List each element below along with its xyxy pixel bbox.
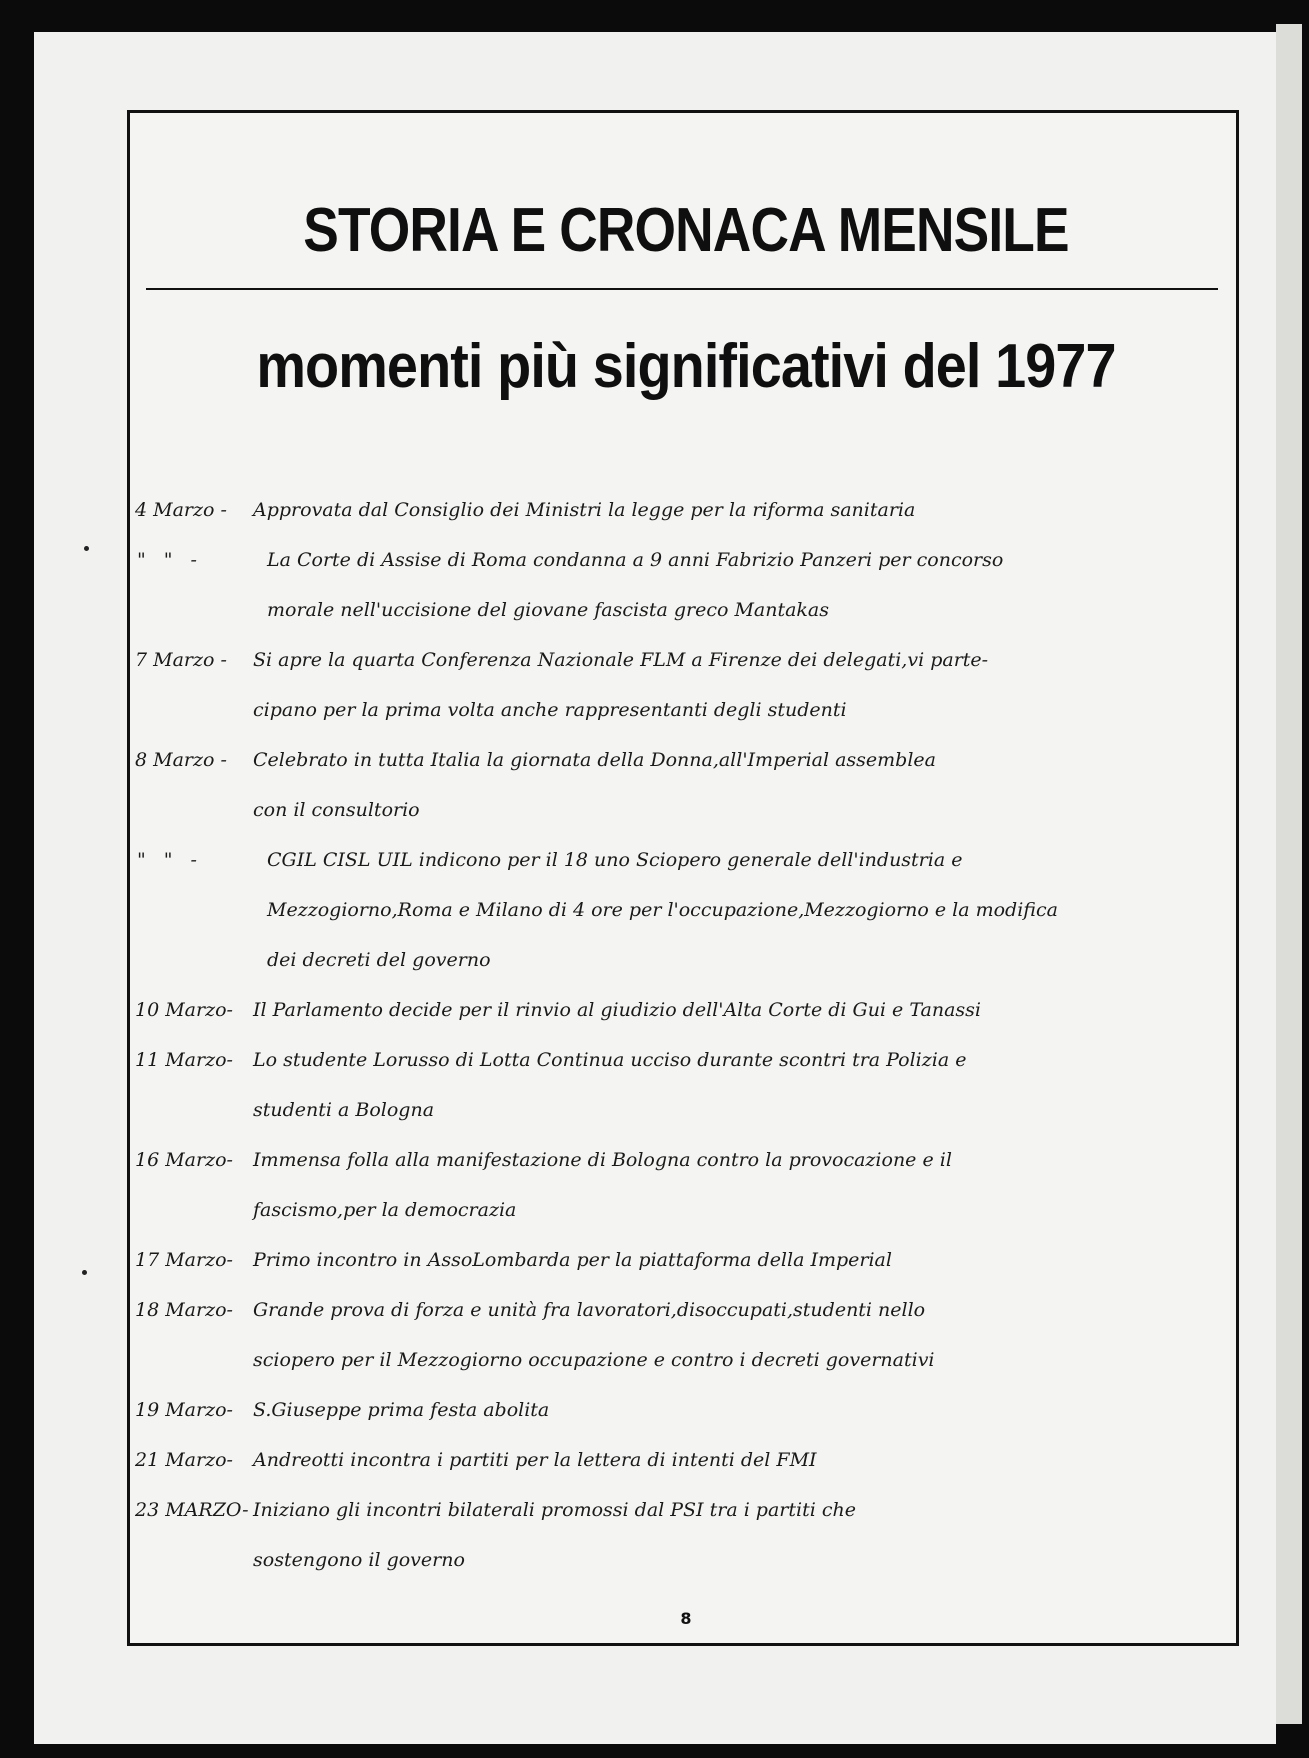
chronology-entry	[135, 735, 1235, 835]
page-number: 8	[680, 1609, 692, 1628]
entry-text-continuation: sciopero per il Mezzogiorno occupazione e contro i decreti governativi	[253, 1349, 935, 1371]
entry-date: 17 Marzo-	[135, 1249, 233, 1271]
entry-date: 11 Marzo-	[135, 1049, 233, 1071]
next-page-edge	[1276, 24, 1302, 1724]
entry-line	[135, 835, 1235, 885]
page-title: STORIA E CRONACA MENSILE	[303, 196, 1069, 265]
document-frame	[127, 110, 1239, 1646]
entry-date: 21 Marzo-	[135, 1449, 233, 1471]
chronology-entry	[135, 1235, 1235, 1285]
entry-date: 10 Marzo-	[135, 999, 233, 1021]
chronology-entry	[135, 985, 1235, 1035]
entry-text: Lo studente Lorusso di Lotta Continua ucciso durante scontri tra Polizia e	[253, 1049, 967, 1071]
title-divider	[146, 288, 1218, 290]
entry-line	[135, 1435, 1235, 1485]
entry-text: La Corte di Assise di Roma condanna a 9 anni Fabrizio Panzeri per concorso	[267, 549, 1004, 571]
entry-date: 16 Marzo-	[135, 1149, 233, 1171]
entry-line	[135, 1485, 1235, 1535]
entry-text: Si apre la quarta Conferenza Nazionale FLM a Firenze dei delegati,vi parte-	[253, 649, 989, 671]
chronology-list	[135, 485, 1235, 1585]
entry-date: 18 Marzo-	[135, 1299, 233, 1321]
entry-text-continuation: cipano per la prima volta anche rappresentanti degli studenti	[253, 699, 847, 721]
entry-line	[135, 1235, 1235, 1285]
chronology-entry	[135, 1385, 1235, 1435]
entry-date: " " -	[137, 849, 203, 871]
entry-text-continuation: con il consultorio	[253, 799, 420, 821]
entry-text: Primo incontro in AssoLombarda per la piattaforma della Imperial	[253, 1249, 892, 1271]
entry-line	[135, 1035, 1235, 1085]
entry-line	[135, 985, 1235, 1035]
entry-date: " " -	[137, 549, 203, 571]
entry-line	[135, 535, 1235, 585]
chronology-entry	[135, 1285, 1235, 1385]
entry-text-continuation: dei decreti del governo	[267, 949, 491, 971]
entry-text: Approvata dal Consiglio dei Ministri la legge per la riforma sanitaria	[253, 499, 916, 521]
entry-text-continuation: morale nell'uccisione del giovane fascista greco Mantakas	[267, 599, 830, 621]
entry-date: 7 Marzo -	[135, 649, 227, 671]
entry-text: Il Parlamento decide per il rinvio al giudizio dell'Alta Corte di Gui e Tanassi	[253, 999, 982, 1021]
chronology-entry	[135, 1485, 1235, 1585]
page-subtitle: momenti più significativi del 1977	[256, 332, 1116, 401]
entry-text: Celebrato in tutta Italia la giornata della Donna,all'Imperial assemblea	[253, 749, 936, 771]
entry-text: Immensa folla alla manifestazione di Bologna contro la provocazione e il	[253, 1149, 952, 1171]
chronology-entry	[135, 1035, 1235, 1135]
entry-line	[135, 635, 1235, 685]
entry-text: Iniziano gli incontri bilaterali promossi dal PSI tra i partiti che	[253, 1499, 856, 1521]
entry-date: 8 Marzo -	[135, 749, 227, 771]
chronology-entry	[135, 535, 1235, 635]
entry-line	[135, 1385, 1235, 1435]
chronology-entry	[135, 1435, 1235, 1485]
chronology-entry	[135, 485, 1235, 535]
entry-text: CGIL CISL UIL indicono per il 18 uno Sciopero generale dell'industria e	[267, 849, 963, 871]
entry-text-continuation: studenti a Bologna	[253, 1099, 435, 1121]
margin-dot	[82, 1270, 87, 1275]
entry-date: 19 Marzo-	[135, 1399, 233, 1421]
entry-text-continuation: sostengono il governo	[253, 1549, 465, 1571]
entry-text-continuation: fascismo,per la democrazia	[253, 1199, 517, 1221]
entry-text-continuation: Mezzogiorno,Roma e Milano di 4 ore per l'occupazione,Mezzogiorno e la modifica	[267, 899, 1058, 921]
entry-line	[135, 1285, 1235, 1335]
margin-dot	[84, 546, 89, 551]
chronology-entry	[135, 1135, 1235, 1235]
entry-date: 23 MARZO-	[135, 1499, 249, 1521]
entry-text: Grande prova di forza e unità fra lavoratori,disoccupati,studenti nello	[253, 1299, 926, 1321]
entry-text: S.Giuseppe prima festa abolita	[253, 1399, 550, 1421]
chronology-entry	[135, 635, 1235, 735]
entry-text: Andreotti incontra i partiti per la lettera di intenti del FMI	[253, 1449, 817, 1471]
entry-line	[135, 485, 1235, 535]
entry-line	[135, 735, 1235, 785]
entry-date: 4 Marzo -	[135, 499, 227, 521]
chronology-entry	[135, 835, 1235, 985]
entry-line	[135, 1135, 1235, 1185]
